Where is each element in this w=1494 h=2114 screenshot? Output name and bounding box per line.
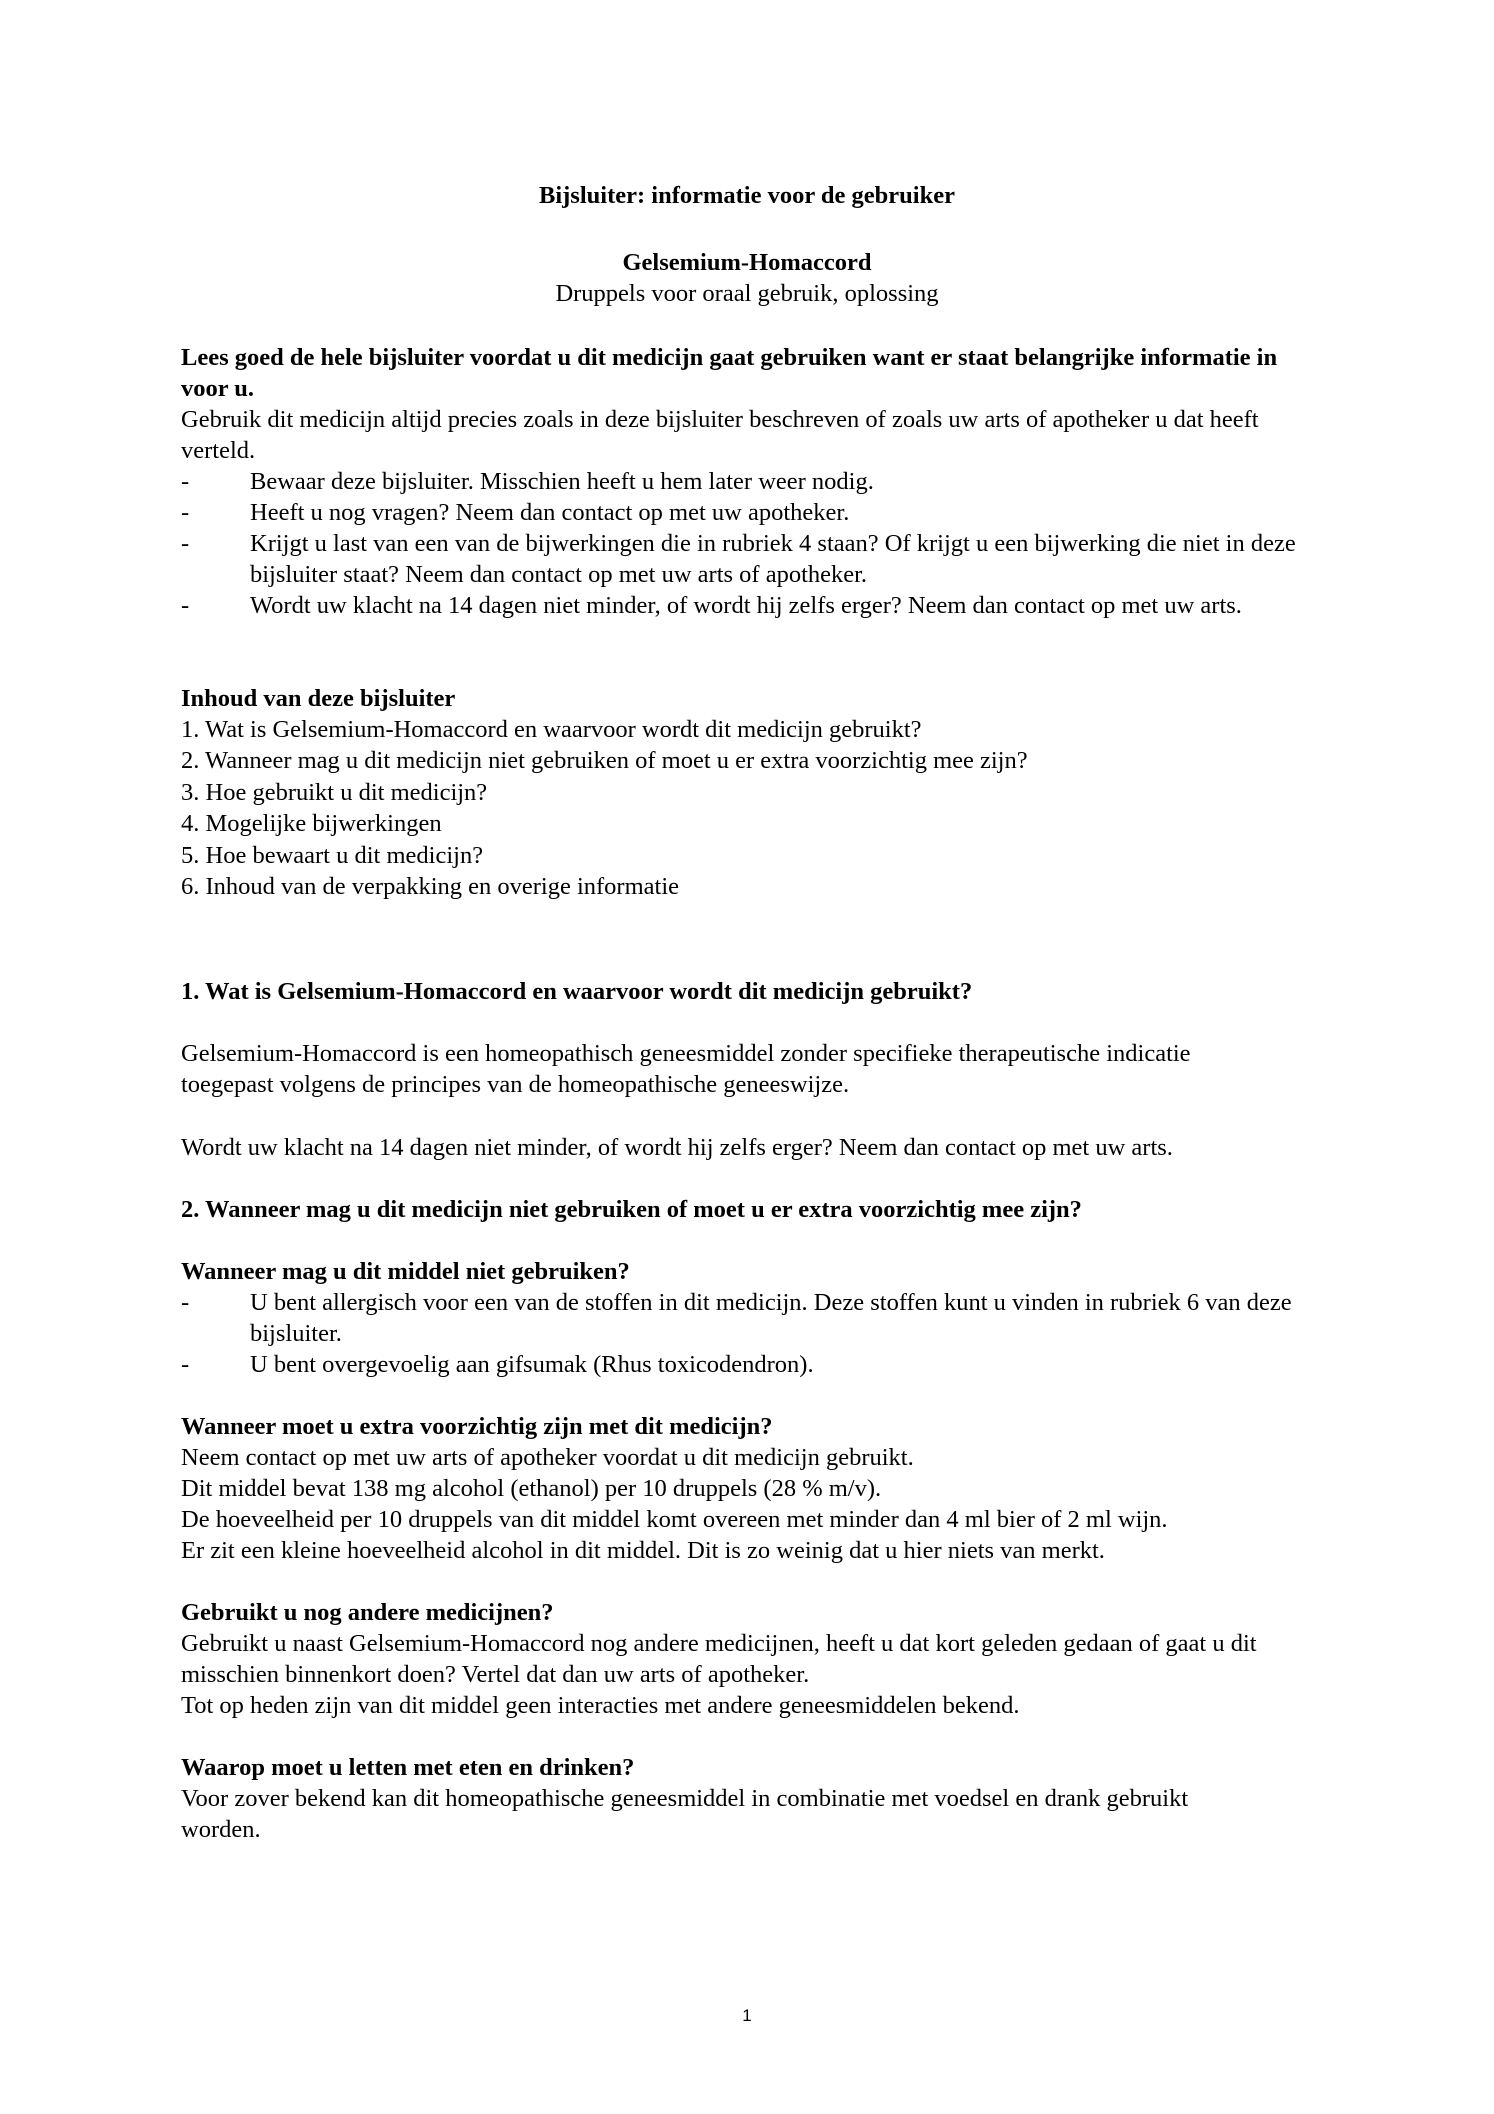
document-title: Bijsluiter: informatie voor de gebruiker bbox=[539, 182, 955, 209]
page-number: 1 bbox=[742, 2006, 752, 2025]
toc-item: 2. Wanneer mag u dit medicijn niet gebruiken of moet u er extra voorzichtig mee zijn? bbox=[181, 747, 1028, 775]
bullet-dash: - bbox=[181, 1289, 190, 1316]
toc-item: 1. Wat is Gelsemium-Homaccord en waarvoor wordt dit medicijn gebruikt? bbox=[181, 716, 922, 743]
other-meds-heading: Gebruikt u nog andere medicijnen? bbox=[181, 1599, 554, 1626]
bullet-dash: - bbox=[181, 499, 190, 526]
caution-line: Er zit een kleine hoeveelheid alcohol in dit middel. Dit is zo weinig dat u hier niets van merkt. bbox=[181, 1537, 1105, 1564]
caution-line: De hoeveelheid per 10 druppels van dit middel komt overeen met minder dan 4 ml bier of 2 ml wijn. bbox=[181, 1506, 1168, 1533]
intro-warning: Lees goed de hele bijsluiter voordat u dit medicijn gaat gebruiken want er staat belangrijke informatie in voor u. bbox=[181, 344, 1278, 402]
caution-line: Dit middel bevat 138 mg alcohol (ethanol) per 10 druppels (28 % m/v). bbox=[181, 1475, 882, 1502]
intro-usage: Gebruik dit medicijn altijd precies zoals in deze bijsluiter beschreven of zoals uw arts of apotheker u dat heeft verteld. bbox=[181, 406, 1259, 464]
section-1-advice: Wordt uw klacht na 14 dagen niet minder, of wordt hij zelfs erger? Neem dan contact op met uw arts. bbox=[181, 1134, 1173, 1161]
other-meds-line: Tot op heden zijn van dit middel geen interacties met andere geneesmiddelen bekend. bbox=[181, 1692, 1020, 1719]
bullet-dash: - bbox=[181, 1351, 190, 1378]
bullet-dash: - bbox=[181, 530, 190, 557]
table-of-contents bbox=[181, 714, 1321, 902]
product-form: Druppels voor oraal gebruik, oplossing bbox=[555, 280, 939, 307]
food-heading: Waarop moet u letten met eten en drinken? bbox=[181, 1754, 635, 1781]
section-1-paragraph: Gelsemium-Homaccord is een homeopathisch geneesmiddel zonder specifieke therapeutische indicatie toegepast volgens de principes van de homeopathische geneeswijze. bbox=[181, 1040, 1191, 1098]
document-page: Bijsluiter: informatie voor de gebruiker Gelsemium-Homaccord Druppels voor oraal gebruik, oplossing Lees goed de hele bijsluiter voordat u dit medicijn gaat gebruiken want er staat belangrijke informatie in voor u. Gebruik dit medicijn altijd precies zoals in deze bijsluiter beschreven of zoals uw arts of apotheker u dat heeft verteld. - Bewaar deze bijsluiter. Misschien heeft u hem later weer nodig. - Heeft u nog vragen? Neem dan contact op met uw apotheker. - Krijgt u last van een van de bijwerkingen die in rubriek 4 staan? Of krijgt u een bijwerking die niet in deze bijsluiter staat? Neem dan contact op met uw arts of apotheker. - Wordt uw klacht na 14 dagen niet minder, of wordt hij zelfs erger? Neem dan contact op met uw arts. Inhoud van deze bijsluiter 1. Wat is Gelsemium-Homaccord en waarvoor wordt dit medicijn gebruikt? 2. Wanneer mag u dit medicijn niet gebruiken of moet u er extra voorzichtig mee zijn? 3. Hoe gebruikt u dit medicijn? 4. Mogelijke bijwerkingen 5. Hoe bewaart u dit medicijn? 6. Inhoud van de verpakking en overige informatie 1. Wat is Gelsemium-Homaccord en waarvoor wordt dit medicijn gebruikt? Gelsemium-Homaccord is een homeopathisch geneesmiddel zonder specifieke therapeutische indicatie toegepast volgens de principes van de homeopathische geneeswijze. Wordt uw klacht na 14 dagen niet minder, of wordt hij zelfs erger? Neem dan contact op met uw arts. 2. Wanneer mag u dit medicijn niet gebruiken of moet u er extra voorzichtig mee zijn? Wanneer mag u dit middel niet gebruiken? - U bent allergisch voor een van de stoffen in dit medicijn. Deze stoffen kunt u vinden in rubriek 6 van deze bijsluiter. - U bent overgevoelig aan gifsumak (Rhus toxicodendron). Wanneer moet u extra voorzichtig zijn met dit medicijn? Neem contact op met uw arts of apotheker voordat u dit medicijn gebruikt. Dit middel bevat 138 mg alcohol (ethanol) per 10 druppels (28 % m/v). De hoeveelheid per 10 druppels van dit middel komt overeen met minder dan 4 ml bier of 2 ml wijn. Er zit een kleine hoeveelheid alcohol in dit middel. Dit is zo weinig dat u hier niets van merkt. Gebruikt u nog andere medicijnen? Gebruikt u naast Gelsemium-Homaccord nog andere medicijnen, heeft u dat kort geleden gedaan of gaat u dit misschien binnenkort doen? Vertel dat dan uw arts of apotheker. Tot op heden zijn van dit middel geen interacties met andere geneesmiddelen bekend. Waarop moet u letten met eten en drinken? Voor zover bekend kan dit homeopathische geneesmiddel in combinatie met voedsel en drank gebruikt worden. 1 bbox=[0, 0, 1494, 2114]
bullet-dash: - bbox=[181, 468, 190, 495]
caution-heading: Wanneer moet u extra voorzichtig zijn met dit medicijn? bbox=[181, 1413, 773, 1440]
not-use-heading: Wanneer mag u dit middel niet gebruiken? bbox=[181, 1258, 630, 1285]
toc-heading: Inhoud van deze bijsluiter bbox=[181, 685, 456, 712]
toc-item: 3. Hoe gebruikt u dit medicijn? bbox=[181, 778, 488, 806]
section-1-heading: 1. Wat is Gelsemium-Homaccord en waarvoor wordt dit medicijn gebruikt? bbox=[181, 978, 973, 1005]
section-2-heading: 2. Wanneer mag u dit medicijn niet gebruiken of moet u er extra voorzichtig mee zijn? bbox=[181, 1196, 1082, 1223]
toc-item: 5. Hoe bewaart u dit medicijn? bbox=[181, 841, 484, 869]
caution-line: Neem contact op met uw arts of apotheker voordat u dit medicijn gebruikt. bbox=[181, 1444, 914, 1471]
bullet-dash: - bbox=[181, 592, 190, 619]
product-name: Gelsemium-Homaccord bbox=[622, 249, 872, 276]
toc-item: 6. Inhoud van de verpakking en overige informatie bbox=[181, 873, 680, 901]
toc-item: 4. Mogelijke bijwerkingen bbox=[181, 810, 442, 838]
other-meds-paragraph: Gebruikt u naast Gelsemium-Homaccord nog andere medicijnen, heeft u dat kort geleden gedaan of gaat u dit misschien binnenkort doen? Vertel dat dan uw arts of apotheker. bbox=[181, 1630, 1257, 1688]
food-paragraph: Voor zover bekend kan dit homeopathische geneesmiddel in combinatie met voedsel en drank gebruikt worden. bbox=[181, 1785, 1189, 1843]
